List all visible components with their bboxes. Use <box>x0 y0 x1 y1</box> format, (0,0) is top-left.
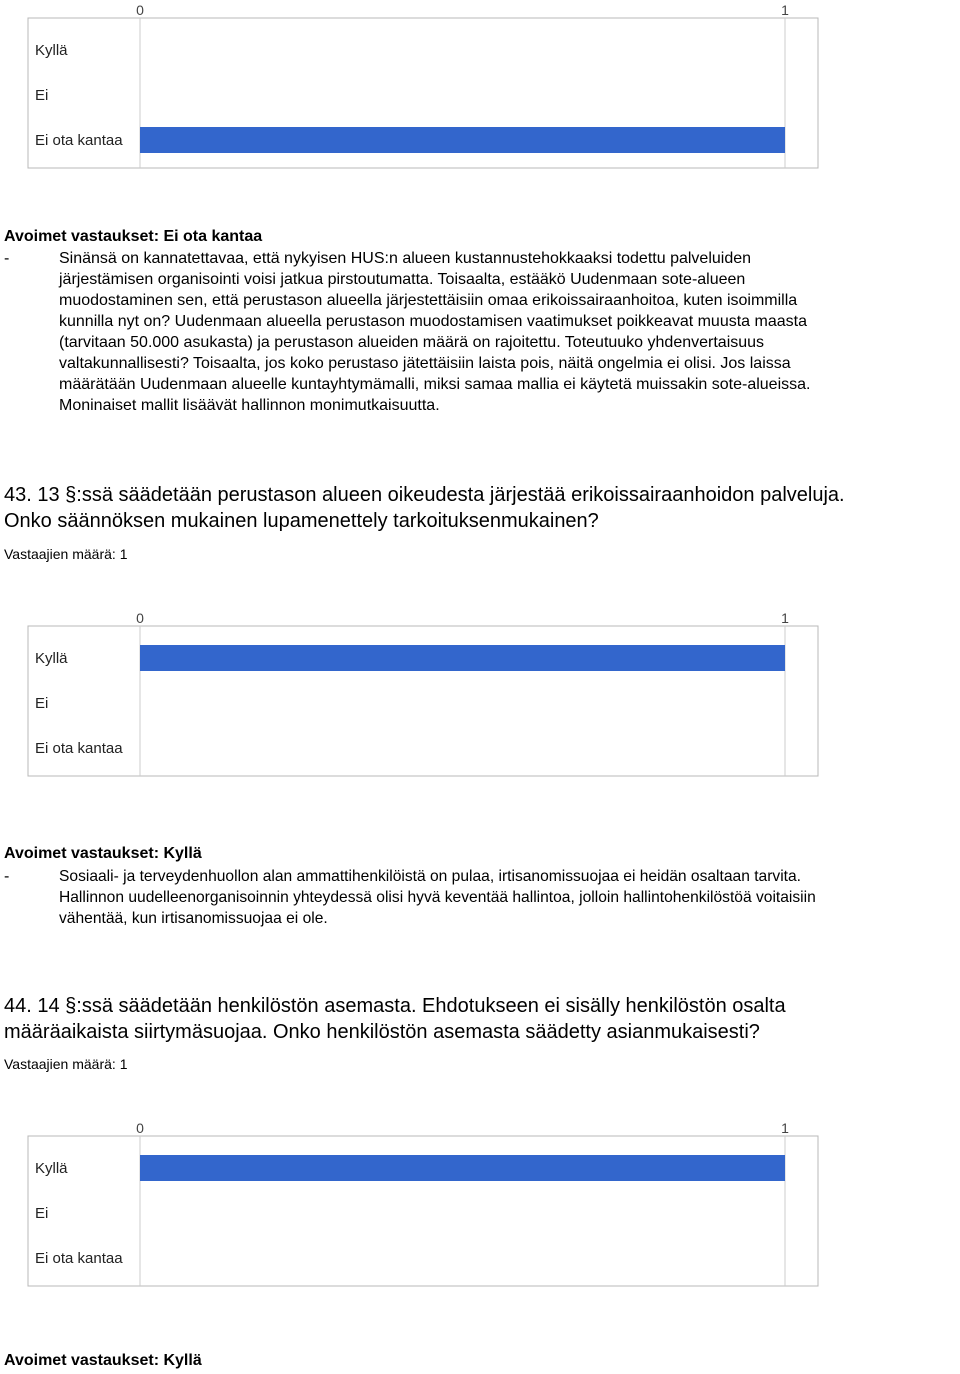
bar <box>140 127 785 153</box>
category-label: Ei ota kantaa <box>35 132 123 149</box>
bar <box>140 645 785 671</box>
x-tick-label: 1 <box>781 610 789 626</box>
x-tick-label: 0 <box>136 610 144 626</box>
respondent-count-43: Vastaajien määrä: 1 <box>4 546 128 562</box>
category-label: Kyllä <box>35 650 68 667</box>
category-label: Ei ota kantaa <box>35 1250 123 1267</box>
bar-chart-1 <box>0 0 960 170</box>
answer-text: Sosiaali- ja terveydenhuollon alan ammattihenkilöistä on pulaa, irtisanomissuojaa ei heidän osaltaan tarvita. Hallinnon uudelleenorganisoinnin yhteydessä olisi hyvä keventää hallintoa, jolloin hallintohenkilöstöä voitaisiin vähentää, kun irtisanomissuojaa ei ole. <box>59 868 816 927</box>
category-label: Ei <box>35 695 49 712</box>
category-label: Kyllä <box>35 1160 68 1177</box>
category-label: Ei ota kantaa <box>35 740 123 757</box>
bar <box>140 1155 785 1181</box>
open-answers-heading-1: Avoimet vastaukset: Ei ota kantaa <box>4 228 263 245</box>
open-answers-heading-2: Avoimet vastaukset: Kyllä <box>4 845 202 862</box>
open-answer-1 <box>4 248 960 416</box>
respondent-count-44: Vastaajien määrä: 1 <box>4 1056 128 1072</box>
bar-chart-2 <box>0 608 960 788</box>
x-tick-label: 0 <box>136 1120 144 1136</box>
category-label: Ei <box>35 1205 49 1222</box>
open-answer-2 <box>4 866 960 929</box>
category-label: Ei <box>35 87 49 104</box>
answer-bullet: - <box>4 250 10 267</box>
category-label: Kyllä <box>35 42 68 59</box>
question-44: 44. 14 §:ssä säädetään henkilöstön asemasta. Ehdotukseen ei sisälly henkilöstön osalta määräaikaista siirtymäsuojaa. Onko henkilöstön asemasta säädetty asianmukaisesti? <box>4 995 786 1043</box>
x-tick-label: 1 <box>781 2 789 18</box>
x-tick-label: 1 <box>781 1120 789 1136</box>
question-43: 43. 13 §:ssä säädetään perustason alueen oikeudesta järjestää erikoissairaanhoidon palveluja. Onko säännöksen mukainen lupamenettely tarkoituksenmukainen? <box>4 484 845 532</box>
answer-bullet: - <box>4 868 10 885</box>
open-answers-heading-3: Avoimet vastaukset: Kyllä <box>4 1352 202 1369</box>
bar-chart-3 <box>0 1118 960 1298</box>
x-tick-label: 0 <box>136 2 144 18</box>
answer-text: Sinänsä on kannatettavaa, että nykyisen HUS:n alueen kustannustehokkaaksi todettu palveluiden järjestämisen organisointi voisi jatkua pirstoutumatta. Toisaalta, estääkö Uudenmaan sote-alueen muodostaminen sen, että perustason alueella järjestettäisiin omaa erikoissairaanhoitoa, kuten isoimmilla kunnilla nyt on? Uudenmaan alueella perustason muodostamisen vaatimukset poikkeavat muusta maasta (tarvitaan 50.000 asukasta) ja perustason alueiden määrä on rajoitettu. Toteutuuko yhdenvertaisuus valtakunnallisesti? Toisaalta, jos koko perustaso jätettäisiin laista pois, näitä ongelmia ei olisi. Jos laissa määrätään Uudenmaan alueelle kuntayhtymämalli, miksi samaa mallia ei käytetä muissakin sote-alueissa. Moninaiset mallit lisäävät hallinnon monimutkaisuutta. <box>59 250 811 414</box>
